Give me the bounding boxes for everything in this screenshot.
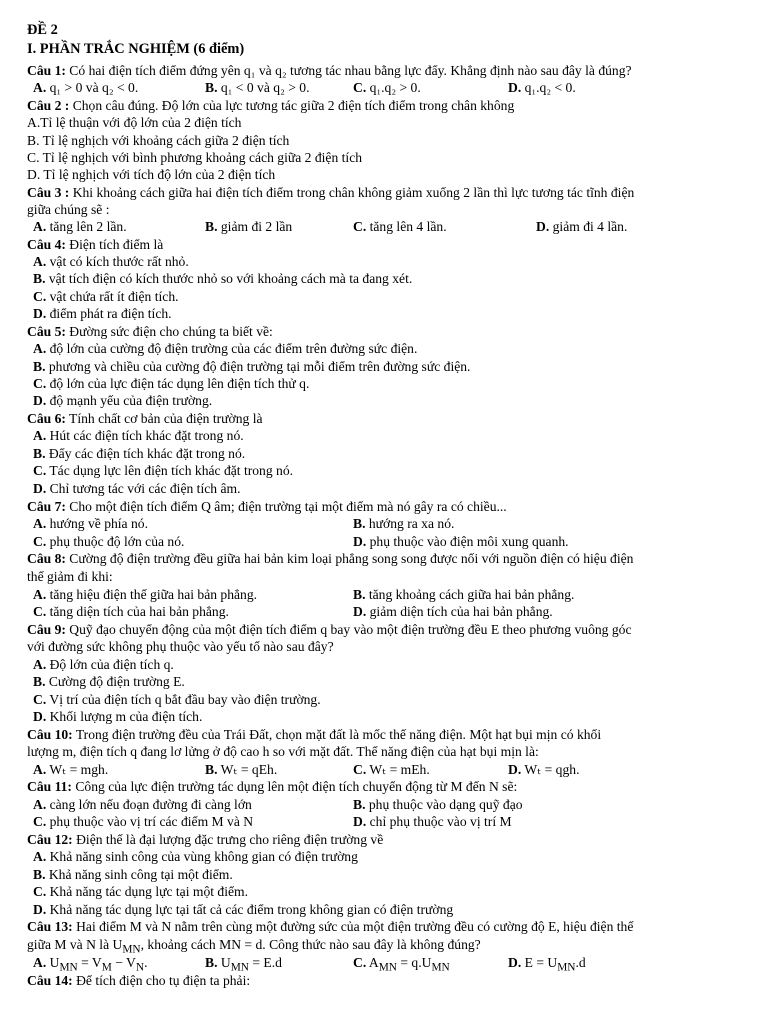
subscript: MN (557, 961, 576, 974)
question-text: Điện tích điểm là (65, 237, 164, 252)
question-text: Cho một điện tích điểm Q âm; điện trường tại một điểm mà nó gây ra có chiều... (65, 499, 507, 514)
option-label: A. (33, 797, 47, 812)
question-13 (27, 918, 633, 935)
subscript: M (101, 961, 112, 974)
question-text: Trong điện trường đều của Trái Đất, chọn mặt đất là mốc thế năng điện. Một hạt bụi mịn có khối (72, 727, 602, 742)
option-label: C. (33, 463, 47, 478)
question-label: Câu 4: (27, 237, 66, 252)
q12-option-a (33, 848, 358, 865)
option-label: D. (508, 955, 522, 970)
q9-option-d (33, 708, 202, 725)
option-label: C. (353, 219, 367, 234)
q1-option-b (205, 79, 310, 96)
question-10-cont: lượng m, điện tích q đang lơ lửng ở độ cao h so với mặt đất. Thế năng điện của hạt bụi mịn là: (27, 744, 539, 759)
option-text: U (46, 955, 60, 970)
option-label: C. (33, 692, 47, 707)
question-label: Câu 10: (27, 727, 73, 742)
option-label: D. (353, 534, 367, 549)
option-text: Tác dụng lực lên điện tích khác đặt trong nó. (46, 463, 294, 478)
option-label: C. (33, 534, 47, 549)
option-label: D. (353, 814, 367, 829)
q8-option-c (33, 603, 229, 620)
option-text: giảm đi 4 lần. (549, 219, 628, 234)
q6-option-b (33, 445, 245, 462)
option-text: tăng hiệu điện thế giữa hai bản phẳng. (46, 587, 258, 602)
q2-option-d: D. Tỉ lệ nghịch với tích độ lớn của 2 điện tích (27, 167, 276, 182)
question-text: Để tích điện cho tụ điện ta phải: (72, 973, 251, 988)
option-label: C. (33, 814, 47, 829)
question-text: Cường độ điện trường đều giữa hai bản kim loại phẳng song song được nối với nguồn điện có hiệu điện (65, 551, 634, 566)
q9-option-b (33, 673, 185, 690)
option-text: phương và chiều của cường độ điện trường tại mỗi điểm trên đường sức điện. (45, 359, 471, 374)
q1-option-a (33, 79, 138, 96)
option-label: B. (33, 674, 46, 689)
option-text: hướng về phía nó. (46, 516, 148, 531)
q12-option-b (33, 866, 233, 883)
option-label: C. (33, 289, 47, 304)
q12-option-d (33, 901, 453, 918)
option-text: hướng ra xa nó. (365, 516, 455, 531)
q5-option-a (33, 340, 417, 357)
option-text: tăng lên 2 lần. (46, 219, 127, 234)
q11-option-c (33, 813, 253, 830)
section-title: I. PHẦN TRẮC NGHIỆM (6 điểm) (27, 41, 245, 57)
option-text: Wₜ = qgh. (521, 762, 580, 777)
q5-option-b (33, 358, 470, 375)
option-text: = V (77, 955, 102, 970)
option-text: tăng khoảng cách giữa hai bản phẳng. (365, 587, 575, 602)
q11-option-d (353, 813, 512, 830)
option-label: B. (353, 516, 366, 531)
option-text: Đẩy các điện tích khác đặt trong nó. (45, 446, 246, 461)
question-9 (27, 621, 631, 638)
q13-option-d (508, 954, 586, 977)
option-text: Wₜ = mgh. (46, 762, 109, 777)
option-text: Wₜ = mEh. (366, 762, 430, 777)
option-label: A. (33, 219, 47, 234)
q4-option-d (33, 305, 172, 322)
option-label: A. (33, 428, 47, 443)
option-text: E = U (521, 955, 558, 970)
option-text: giảm diện tích của hai bản phẳng. (366, 604, 553, 619)
question-3 (27, 184, 634, 201)
option-label: A. (33, 657, 47, 672)
option-text: phụ thuộc vào dạng quỹ đạo (365, 797, 523, 812)
option-text: Hút các điện tích khác đặt trong nó. (46, 428, 244, 443)
question-text: Tính chất cơ bản của điện trường là (65, 411, 263, 426)
q6-option-a (33, 427, 244, 444)
q7-option-b (353, 515, 454, 532)
option-text: càng lớn nếu đoạn đường đi càng lớn (46, 797, 252, 812)
question-12 (27, 831, 383, 848)
option-label: C. (353, 955, 367, 970)
option-text: q₁.q₂ < 0. (521, 80, 576, 95)
q3-option-b (205, 218, 292, 235)
q7-option-c (33, 533, 184, 550)
question-1 (27, 62, 632, 79)
q3-option-a (33, 218, 127, 235)
option-label: B. (353, 587, 366, 602)
option-label: C. (33, 376, 47, 391)
option-text: q₁ > 0 và q₂ < 0. (46, 80, 139, 95)
question-label: Câu 14: (27, 973, 73, 988)
q8-option-a (33, 586, 257, 603)
q1-option-c (353, 79, 421, 96)
option-label: D. (33, 481, 47, 496)
question-label: Câu 7: (27, 499, 66, 514)
question-2 (27, 97, 514, 114)
option-label: C. (353, 762, 367, 777)
question-5 (27, 323, 273, 340)
option-text: Vị trí của điện tích q bắt đầu bay vào điện trường. (46, 692, 321, 707)
option-text: . (144, 955, 148, 970)
question-8 (27, 550, 633, 567)
q4-option-b (33, 270, 412, 287)
q7-option-a (33, 515, 148, 532)
question-4 (27, 236, 163, 253)
q2-option-b: B. Tỉ lệ nghịch với khoảng cách giữa 2 điện tích (27, 133, 290, 148)
question-text: Chọn câu đúng. Độ lớn của lực tương tác giữa 2 điện tích điểm trong chân không (69, 98, 515, 113)
option-text: tăng diện tích của hai bản phẳng. (46, 604, 229, 619)
q10-option-b (205, 761, 277, 778)
subscript: MN (230, 961, 249, 974)
q6-option-c (33, 462, 293, 479)
option-label: C. (353, 80, 367, 95)
option-label: D. (33, 709, 47, 724)
option-label: C. (33, 604, 47, 619)
question-8-cont: thế giảm đi khi: (27, 569, 113, 584)
option-label: A. (33, 254, 47, 269)
option-text: Cường độ điện trường E. (45, 674, 185, 689)
option-text: Khả năng sinh công của vùng không gian có điện trường (46, 849, 358, 864)
option-label: D. (508, 80, 522, 95)
option-label: D. (33, 393, 47, 408)
question-label: Câu 11: (27, 779, 72, 794)
q6-option-d (33, 480, 240, 497)
q13-option-c (353, 954, 450, 977)
option-text: Khả năng tác dụng lực tại tất cả các điểm trong không gian có điện trường (46, 902, 454, 917)
option-text: phụ thuộc vào vị trí các điểm M và N (46, 814, 254, 829)
exam-code: ĐỀ 2 (27, 22, 58, 38)
question-label: Câu 1: (27, 63, 66, 78)
question-text: giữa M và N là U (27, 937, 123, 952)
q12-option-c (33, 883, 248, 900)
option-label: B. (353, 797, 366, 812)
question-9-cont: với đường sức không phụ thuộc vào yếu tố nào sau đây? (27, 639, 334, 654)
option-label: D. (353, 604, 367, 619)
option-text: tăng lên 4 lần. (366, 219, 447, 234)
option-text: vật có kích thước rất nhỏ. (46, 254, 189, 269)
option-text: Khả năng sinh công tại một điểm. (45, 867, 233, 882)
subscript: N (135, 961, 145, 974)
option-label: C. (33, 884, 47, 899)
option-label: A. (33, 762, 47, 777)
q1-option-d (508, 79, 576, 96)
question-label: Câu 2 : (27, 98, 70, 113)
option-label: A. (33, 80, 47, 95)
q5-option-d (33, 392, 212, 409)
question-label: Câu 9: (27, 622, 66, 637)
q2-option-c: C. Tỉ lệ nghịch với bình phương khoảng cách giữa 2 điện tích (27, 150, 363, 165)
option-text: chỉ phụ thuộc vào vị trí M (366, 814, 512, 829)
option-text: vật chứa rất ít điện tích. (46, 289, 179, 304)
question-label: Câu 3 : (27, 185, 70, 200)
option-label: D. (536, 219, 550, 234)
option-text: Khả năng tác dụng lực tại một điểm. (46, 884, 249, 899)
q4-option-a (33, 253, 189, 270)
question-label: Câu 5: (27, 324, 66, 339)
question-11 (27, 778, 517, 795)
option-label: A. (33, 587, 47, 602)
question-10 (27, 726, 601, 743)
option-text: phụ thuộc độ lớn của nó. (46, 534, 185, 549)
option-text: q₁.q₂ > 0. (366, 80, 421, 95)
question-label: Câu 12: (27, 832, 73, 847)
q11-option-a (33, 796, 252, 813)
option-label: B. (205, 80, 218, 95)
option-text: A (366, 955, 379, 970)
option-label: A. (33, 341, 47, 356)
option-label: D. (33, 902, 47, 917)
question-label: Câu 6: (27, 411, 66, 426)
option-text: = E.d (248, 955, 282, 970)
subscript: MN (122, 943, 141, 956)
q5-option-c (33, 375, 309, 392)
q11-option-b (353, 796, 523, 813)
option-label: B. (33, 867, 46, 882)
option-label: B. (33, 271, 46, 286)
option-label: D. (508, 762, 522, 777)
option-label: B. (205, 219, 218, 234)
question-text: Điện thế là đại lượng đặc trưng cho riêng điện trường về (72, 832, 384, 847)
option-text: độ mạnh yếu của điện trường. (46, 393, 213, 408)
question-text: Công của lực điện trường tác dụng lên một điện tích chuyển động từ M đến N sẽ: (71, 779, 518, 794)
option-text: Wₜ = qEh. (217, 762, 278, 777)
q3-option-c (353, 218, 447, 235)
option-text: vật tích điện có kích thước nhỏ so với khoảng cách mà ta đang xét. (45, 271, 413, 286)
q10-option-c (353, 761, 430, 778)
option-text: độ lớn của lực điện tác dụng lên điện tích thử q. (46, 376, 310, 391)
question-7 (27, 498, 507, 515)
q3-option-d (536, 218, 627, 235)
question-text: Có hai điện tích điểm đứng yên q₁ và q₂ tương tác nhau bằng lực đẩy. Khẳng định nào sau đây là đúng? (65, 63, 632, 78)
q7-option-d (353, 533, 569, 550)
option-label: B. (33, 359, 46, 374)
option-text: = q.U (396, 955, 432, 970)
question-text: , khoảng cách MN = d. Công thức nào sau đây là không đúng? (140, 937, 481, 952)
option-text: Chỉ tương tác với các điện tích âm. (46, 481, 241, 496)
option-label: A. (33, 849, 47, 864)
option-label: B. (205, 762, 218, 777)
question-14 (27, 972, 250, 989)
question-3-cont: giữa chúng sẽ : (27, 202, 110, 217)
option-text: giảm đi 2 lần (217, 219, 293, 234)
option-text: q₁ < 0 và q₂ > 0. (217, 80, 310, 95)
question-text: Đường sức điện cho chúng ta biết về: (65, 324, 273, 339)
subscript: MN (431, 961, 450, 974)
q8-option-d (353, 603, 553, 620)
option-text: − V (111, 955, 136, 970)
q10-option-a (33, 761, 108, 778)
option-text: điểm phát ra điện tích. (46, 306, 172, 321)
option-text: Độ lớn của điện tích q. (46, 657, 174, 672)
question-text: Khi khoảng cách giữa hai điện tích điểm trong chân không giảm xuống 2 lần thì lực tương tác tĩnh điện (69, 185, 635, 200)
q4-option-c (33, 288, 179, 305)
q10-option-d (508, 761, 579, 778)
option-label: A. (33, 516, 47, 531)
option-text: độ lớn của cường độ điện trường của các điểm trên đường sức điện. (46, 341, 418, 356)
option-label: A. (33, 955, 47, 970)
option-label: B. (205, 955, 218, 970)
question-text: Quỹ đạo chuyển động của một điện tích điểm q bay vào một điện trường đều E theo phương vuông góc (65, 622, 632, 637)
subscript: MN (378, 961, 397, 974)
question-6 (27, 410, 263, 427)
option-label: B. (33, 446, 46, 461)
question-label: Câu 13: (27, 919, 73, 934)
option-text: U (217, 955, 231, 970)
option-text: phụ thuộc vào điện môi xung quanh. (366, 534, 569, 549)
subscript: MN (59, 961, 78, 974)
option-text: .d (575, 955, 586, 970)
q2-option-a: A.Tỉ lệ thuận với độ lớn của 2 điện tích (27, 115, 242, 130)
q8-option-b (353, 586, 574, 603)
question-text: Hai điểm M và N nằm trên cùng một đường sức của một điện trường đều có cường độ E, hiệu điện thế (72, 919, 634, 934)
q9-option-a (33, 656, 174, 673)
question-label: Câu 8: (27, 551, 66, 566)
q9-option-c (33, 691, 321, 708)
option-text: Khối lượng m của điện tích. (46, 709, 203, 724)
option-label: D. (33, 306, 47, 321)
